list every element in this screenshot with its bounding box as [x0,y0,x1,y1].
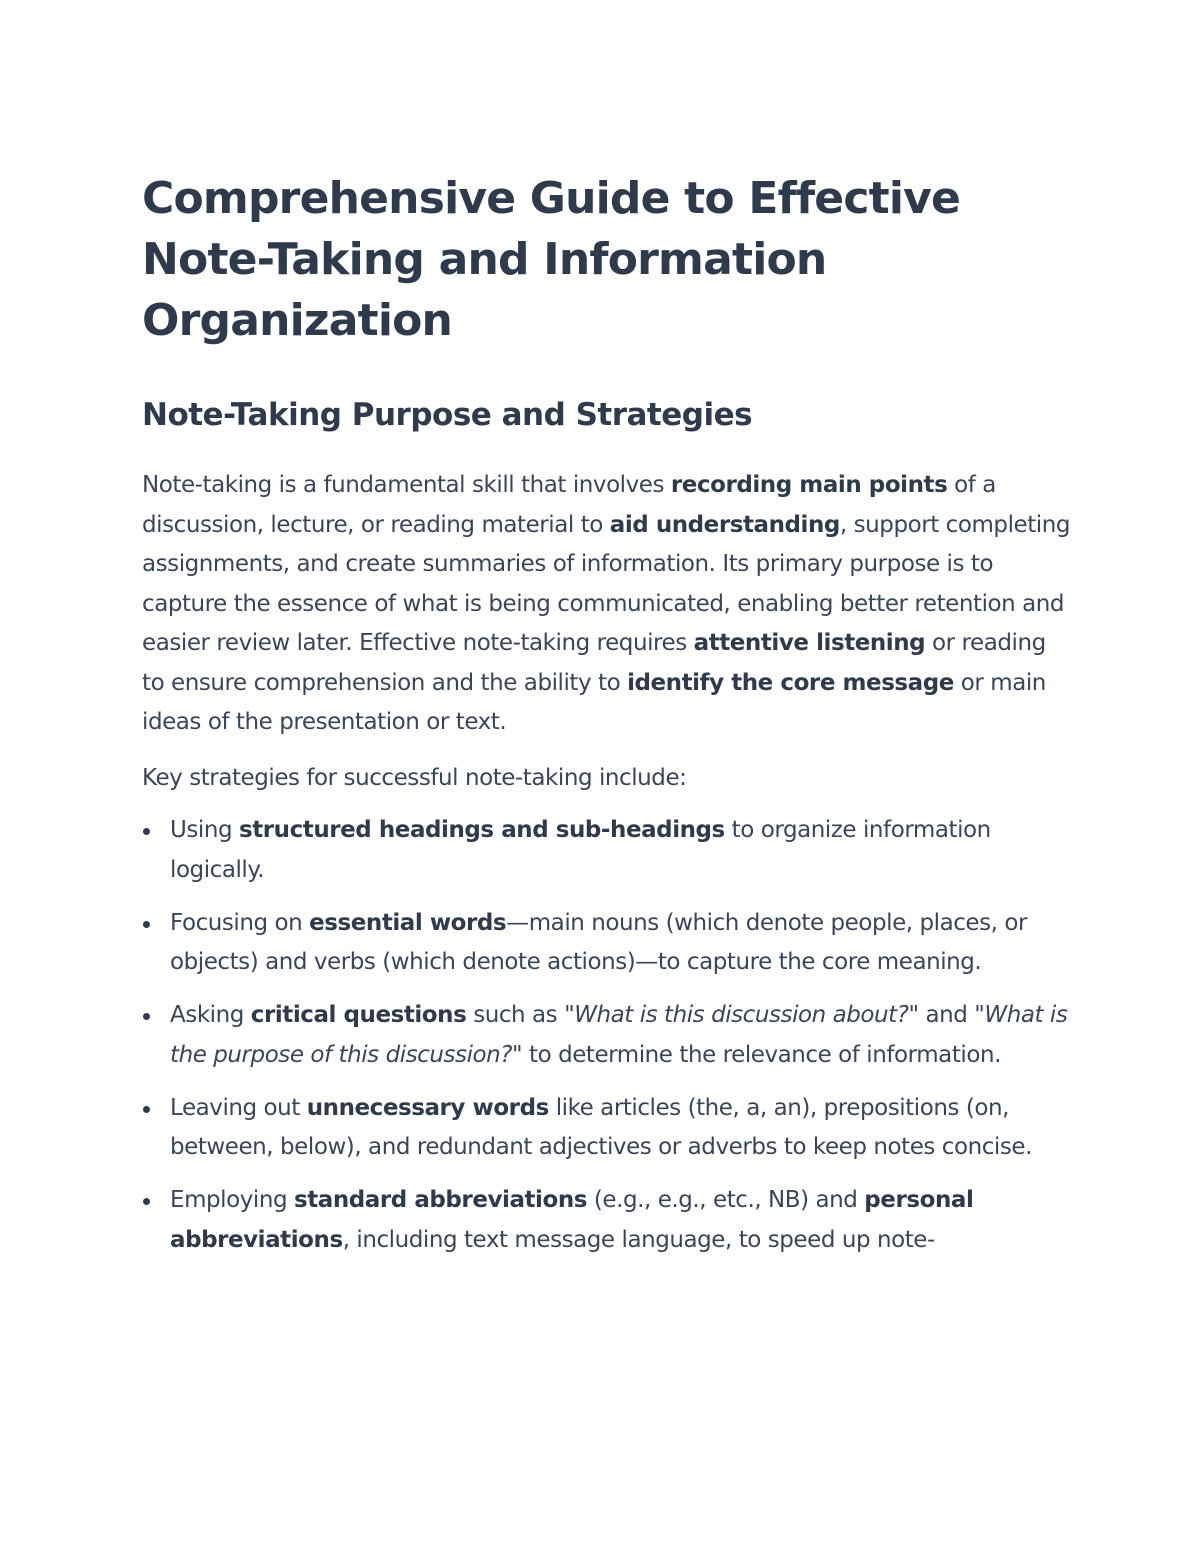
bullet-icon [143,1106,150,1113]
list-item-text: to organize information logically. [170,817,991,883]
list-item [142,996,1072,1075]
bullet-icon [143,828,150,835]
intro-text-1: Note-taking is a fundamental skill that involves [142,472,671,498]
intro-bold-recording-main-points: recording main points [670,472,948,498]
strategies-list [142,811,1072,1260]
list-item-text: such as [466,1002,565,1028]
list-item-text: , including text message language, to speed up note- [342,1226,935,1253]
list-item-italic-question: "What is the purpose of this discussion?" [170,1002,1068,1068]
list-item-bold: unnecessary words [306,1094,549,1121]
list-item-bold: standard abbreviations [294,1187,588,1213]
list-item-text: like articles (the, a, an), prepositions (on, between, below), and redundant adjectives or adverbs to keep notes concise. [170,1094,1032,1160]
intro-paragraph [142,466,1072,743]
list-item-text: Asking [170,1002,251,1028]
bullet-icon [143,1198,150,1205]
list-item-text: Leaving out [170,1094,307,1121]
list-item-text: Using [170,817,239,843]
list-item-italic-question: "What is this discussion about?" [564,1002,919,1028]
list-item-text: —main nouns (which denote people, places, or objects) and verbs (which denote actions)—to capture the core meaning. [170,909,1028,975]
bullet-icon [143,1013,150,1020]
list-item-bold: essential words [309,909,507,936]
strategies-lead-in: Key strategies for successful note-taking include: [142,764,687,791]
intro-text-4: or reading to ensure comprehension and the ability to [142,630,1046,696]
list-item [142,1181,1072,1260]
list-item-bold: personal abbreviations [170,1187,974,1253]
list-item-text: and [918,1002,975,1028]
intro-bold-attentive-listening: attentive listening [693,630,926,656]
intro-text-5: or main ideas of the presentation or text. [142,669,1046,735]
document-page [142,168,1072,1274]
list-item-bold: structured headings and sub-headings [239,817,725,843]
list-item [142,1089,1072,1168]
list-item-bold: critical questions [250,1002,467,1028]
intro-bold-aid-understanding: aid understanding [609,511,840,538]
intro-text-2: of a discussion, lecture, or reading material to [142,472,996,538]
list-item [142,904,1072,983]
list-item-text: (e.g., e.g., etc., NB) and [587,1187,865,1213]
list-item-text: to determine the relevance of information. [522,1041,1001,1068]
document-title: Comprehensive Guide to Effective Note-Taking and Information Organization [142,173,961,346]
bullet-icon [143,921,150,928]
intro-text-3: , support completing assignments, and create summaries of information. Its primary purpose is to capture the essence of what is being communicated, enabling better retention and easier review later. Effective note-taking requires [142,511,1070,656]
intro-bold-identify-core-message: identify the core message [627,669,954,696]
section-heading: Note-Taking Purpose and Strategies [142,397,753,433]
list-item [142,811,1072,890]
list-item-text: Employing [170,1187,294,1213]
list-item-text: Focusing on [170,909,310,936]
